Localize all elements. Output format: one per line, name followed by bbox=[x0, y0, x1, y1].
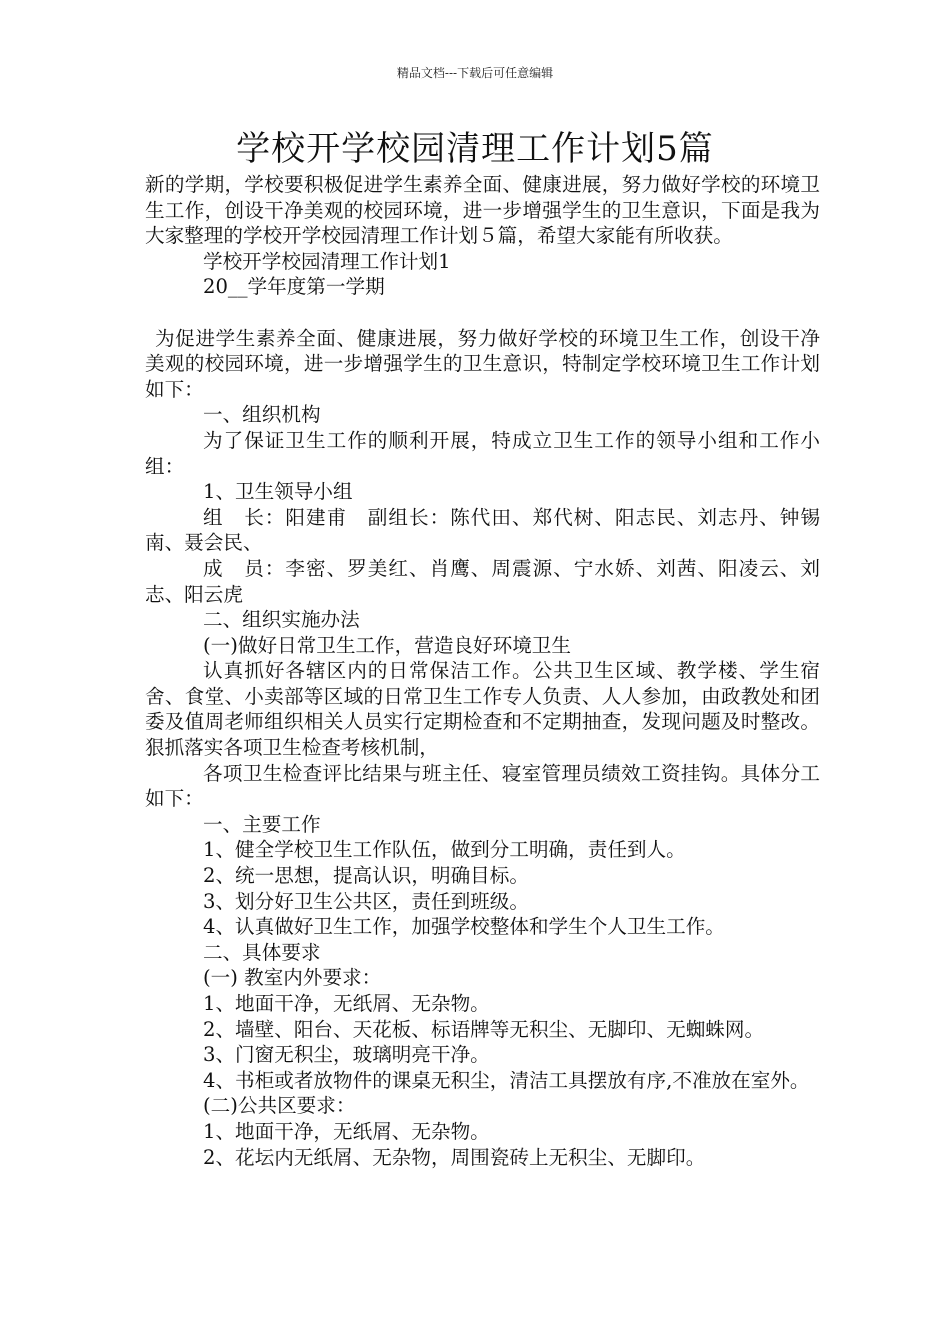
paragraph: 认真抓好各辖区内的日常保洁工作。公共卫生区域、教学楼、学生宿舍、食堂、小卖部等区域的日常卫生工作专人负责、人人参加，由政教处和团委及值周老师组织相关人员实行定期检查和不定期抽查，发现问题及时整改。狠抓落实各项卫生检查考核机制， bbox=[145, 659, 820, 760]
paragraph: 2、花坛内无纸屑、无杂物，周围瓷砖上无积尘、无脚印。 bbox=[203, 1145, 706, 1169]
paragraph: (二)公共区要求： bbox=[203, 1094, 356, 1118]
document-body bbox=[145, 172, 820, 1170]
paragraph: (一) 教室内外要求： bbox=[203, 966, 382, 990]
paragraph: 1、地面干净，无纸屑、无杂物。 bbox=[203, 1119, 490, 1143]
paragraph: 1、地面干净，无纸屑、无杂物。 bbox=[203, 992, 490, 1015]
paragraph: 二、组织实施办法 bbox=[203, 608, 360, 632]
paragraph: 3、门窗无积尘，玻璃明亮干净。 bbox=[203, 1043, 490, 1067]
paragraph: 20__学年度第一学期 bbox=[203, 275, 385, 299]
paragraph: 1、健全学校卫生工作队伍，做到分工明确，责任到人。 bbox=[203, 838, 686, 862]
paragraph: 4、认真做好卫生工作，加强学校整体和学生个人卫生工作。 bbox=[203, 915, 725, 939]
paragraph: 组 长：阳建甫 副组长：陈代田、郑代树、阳志民、刘志丹、钟锡南、聂会民、 bbox=[145, 505, 820, 555]
paragraph: 成 员：李密、罗美红、肖鹰、周震源、宁水娇、刘茜、阳凌云、刘志、阳云虎 bbox=[145, 556, 820, 606]
paragraph: 一、组织机构 bbox=[203, 403, 321, 427]
paragraph: 新的学期，学校要积极促进学生素养全面、健康进展，努力做好学校的环境卫生工作，创设干净美观的校园环境，进一步增强学生的卫生意识，下面是我为大家整理的学校开学校园清理工作计划５篇，希望大家能有所收获。 bbox=[145, 173, 820, 248]
blank-line bbox=[145, 300, 820, 326]
paragraph: 为促进学生素养全面、健康进展，努力做好学校的环境卫生工作，创设干净美观的校园环境，进一步增强学生的卫生意识，特制定学校环境卫生工作计划如下： bbox=[145, 326, 820, 401]
paragraph: 2、墙壁、阳台、天花板、标语牌等无积尘、无脚印、无蜘蛛网。 bbox=[203, 1017, 765, 1041]
document-title: 学校开学校园清理工作计划5篇 bbox=[236, 129, 714, 169]
paragraph: 一、主要工作 bbox=[203, 812, 321, 836]
paragraph: 各项卫生检查评比结果与班主任、寝室管理员绩效工资挂钩。具体分工如下： bbox=[145, 761, 820, 811]
paragraph: 1、卫生领导小组 bbox=[203, 480, 353, 504]
paragraph: 2、统一思想，提高认识，明确目标。 bbox=[203, 864, 529, 888]
paragraph: 3、划分好卫生公共区，责任到班级。 bbox=[203, 889, 529, 913]
paragraph: (一)做好日常卫生工作，营造良好环境卫生 bbox=[203, 633, 571, 657]
paragraph: 为了保证卫生工作的顺利开展，特成立卫生工作的领导小组和工作小组： bbox=[145, 428, 820, 478]
paragraph: 4、书柜或者放物件的课桌无积尘，清洁工具摆放有序,不准放在室外。 bbox=[203, 1068, 810, 1092]
paragraph: 二、具体要求 bbox=[203, 940, 321, 964]
header-note: 精品文档---下载后可任意编辑 bbox=[396, 66, 554, 80]
paragraph: 学校开学校园清理工作计划1 bbox=[203, 249, 451, 273]
